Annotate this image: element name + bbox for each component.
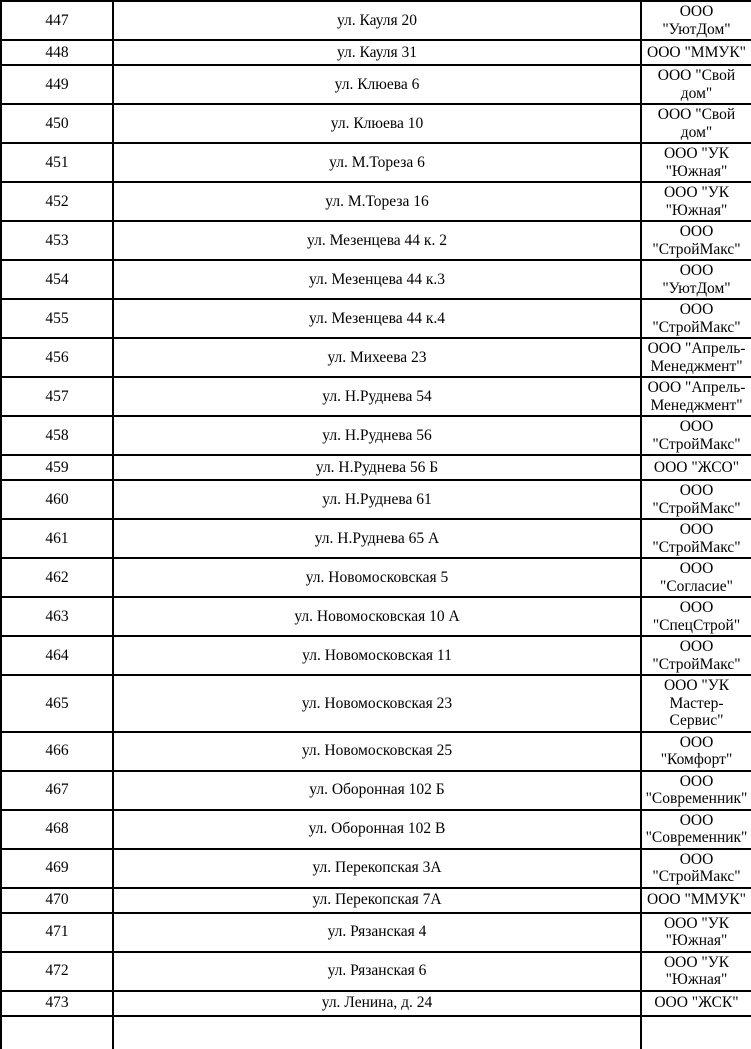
row-number-cell: 460 [1, 480, 113, 519]
row-number-cell: 470 [1, 888, 113, 913]
table-row [1, 377, 751, 416]
company-cell: ООО "УК Мастер-Сервис" [641, 675, 751, 732]
row-number-cell: 457 [1, 377, 113, 416]
table-body [1, 1, 751, 1049]
table-row-partial [1, 1016, 751, 1049]
row-number-cell: 456 [1, 338, 113, 377]
row-number-cell: 469 [1, 849, 113, 888]
address-cell: ул. Новомосковская 23 [113, 675, 641, 732]
table-row [1, 952, 751, 991]
table-row [1, 299, 751, 338]
table-row [1, 416, 751, 455]
address-cell: ул. Новомосковская 10 А [113, 597, 641, 636]
table-row [1, 104, 751, 143]
row-number-cell: 464 [1, 636, 113, 675]
table-row [1, 519, 751, 558]
company-cell: ООО "Апрель-Менеджмент" [641, 377, 751, 416]
table-row [1, 732, 751, 771]
company-cell: ООО "ЖСО" [641, 455, 751, 480]
address-cell: ул. Н.Руднева 56 [113, 416, 641, 455]
table-row [1, 1, 751, 40]
company-cell: ООО "Согласие" [641, 558, 751, 597]
address-cell: ул. Н.Руднева 54 [113, 377, 641, 416]
row-number-cell: 472 [1, 952, 113, 991]
address-cell: ул. Н.Руднева 65 А [113, 519, 641, 558]
table-row [1, 65, 751, 104]
table-row [1, 260, 751, 299]
table-row [1, 455, 751, 480]
table-row [1, 182, 751, 221]
address-cell: ул. Н.Руднева 56 Б [113, 455, 641, 480]
table-row [1, 991, 751, 1016]
company-cell: ООО "Апрель-Менеджмент" [641, 338, 751, 377]
row-number-cell: 459 [1, 455, 113, 480]
company-cell: ООО "Свой дом" [641, 65, 751, 104]
company-cell: ООО "УК "Южная" [641, 143, 751, 182]
address-cell: ул. Рязанская 4 [113, 913, 641, 952]
company-cell: ООО "СтройМакс" [641, 849, 751, 888]
row-number-cell [1, 1016, 113, 1049]
address-cell [113, 1016, 641, 1049]
row-number-cell: 462 [1, 558, 113, 597]
address-cell: ул. Новомосковская 5 [113, 558, 641, 597]
company-cell: ООО "Комфорт" [641, 732, 751, 771]
table-row [1, 849, 751, 888]
company-cell: ООО "Современник" [641, 771, 751, 810]
company-cell: ООО "СтройМакс" [641, 519, 751, 558]
address-cell: ул. Н.Руднева 61 [113, 480, 641, 519]
address-cell: ул. Михеева 23 [113, 338, 641, 377]
address-cell: ул. Оборонная 102 В [113, 810, 641, 849]
row-number-cell: 463 [1, 597, 113, 636]
row-number-cell: 461 [1, 519, 113, 558]
table-row [1, 40, 751, 65]
address-cell: ул. М.Тореза 6 [113, 143, 641, 182]
row-number-cell: 468 [1, 810, 113, 849]
company-cell: ООО "СтройМакс" [641, 416, 751, 455]
address-cell: ул. Клюева 6 [113, 65, 641, 104]
company-cell: ООО "Современник" [641, 810, 751, 849]
company-cell: ООО "ММУК" [641, 40, 751, 65]
company-cell: ООО "СтройМакс" [641, 480, 751, 519]
row-number-cell: 467 [1, 771, 113, 810]
company-cell: ООО "ММУК" [641, 888, 751, 913]
company-cell: ООО "ЖСК" [641, 991, 751, 1016]
address-cell: ул. М.Тореза 16 [113, 182, 641, 221]
table-row [1, 913, 751, 952]
row-number-cell: 453 [1, 221, 113, 260]
table-row [1, 597, 751, 636]
row-number-cell: 448 [1, 40, 113, 65]
table-row [1, 810, 751, 849]
table-row [1, 558, 751, 597]
row-number-cell: 454 [1, 260, 113, 299]
company-cell: ООО "УК "Южная" [641, 182, 751, 221]
company-cell: ООО "СпецСтрой" [641, 597, 751, 636]
row-number-cell: 451 [1, 143, 113, 182]
address-cell: ул. Ленина, д. 24 [113, 991, 641, 1016]
address-cell: ул. Мезенцева 44 к.3 [113, 260, 641, 299]
row-number-cell: 466 [1, 732, 113, 771]
address-cell: ул. Мезенцева 44 к. 2 [113, 221, 641, 260]
table-row [1, 143, 751, 182]
row-number-cell: 455 [1, 299, 113, 338]
address-cell: ул. Кауля 31 [113, 40, 641, 65]
company-cell: ООО "СтройМакс" [641, 221, 751, 260]
table-row [1, 480, 751, 519]
row-number-cell: 449 [1, 65, 113, 104]
company-cell: ООО "УК "Южная" [641, 913, 751, 952]
company-cell: ООО "УК "Южная" [641, 952, 751, 991]
address-cell: ул. Перекопская 3А [113, 849, 641, 888]
address-cell: ул. Мезенцева 44 к.4 [113, 299, 641, 338]
company-cell: ООО "СтройМакс" [641, 299, 751, 338]
row-number-cell: 465 [1, 675, 113, 732]
company-cell: ООО "Свой дом" [641, 104, 751, 143]
company-cell [641, 1016, 751, 1049]
table-row [1, 636, 751, 675]
row-number-cell: 450 [1, 104, 113, 143]
table-row [1, 221, 751, 260]
address-cell: ул. Кауля 20 [113, 1, 641, 40]
table-row [1, 675, 751, 732]
table-row [1, 771, 751, 810]
address-cell: ул. Новомосковская 11 [113, 636, 641, 675]
row-number-cell: 473 [1, 991, 113, 1016]
table-row [1, 888, 751, 913]
table-row [1, 338, 751, 377]
address-cell: ул. Перекопская 7А [113, 888, 641, 913]
address-cell: ул. Новомосковская 25 [113, 732, 641, 771]
company-cell: ООО "УютДом" [641, 260, 751, 299]
row-number-cell: 458 [1, 416, 113, 455]
company-cell: ООО "СтройМакс" [641, 636, 751, 675]
address-cell: ул. Рязанская 6 [113, 952, 641, 991]
address-cell: ул. Оборонная 102 Б [113, 771, 641, 810]
row-number-cell: 471 [1, 913, 113, 952]
row-number-cell: 447 [1, 1, 113, 40]
row-number-cell: 452 [1, 182, 113, 221]
company-cell: ООО "УютДом" [641, 1, 751, 40]
address-cell: ул. Клюева 10 [113, 104, 641, 143]
